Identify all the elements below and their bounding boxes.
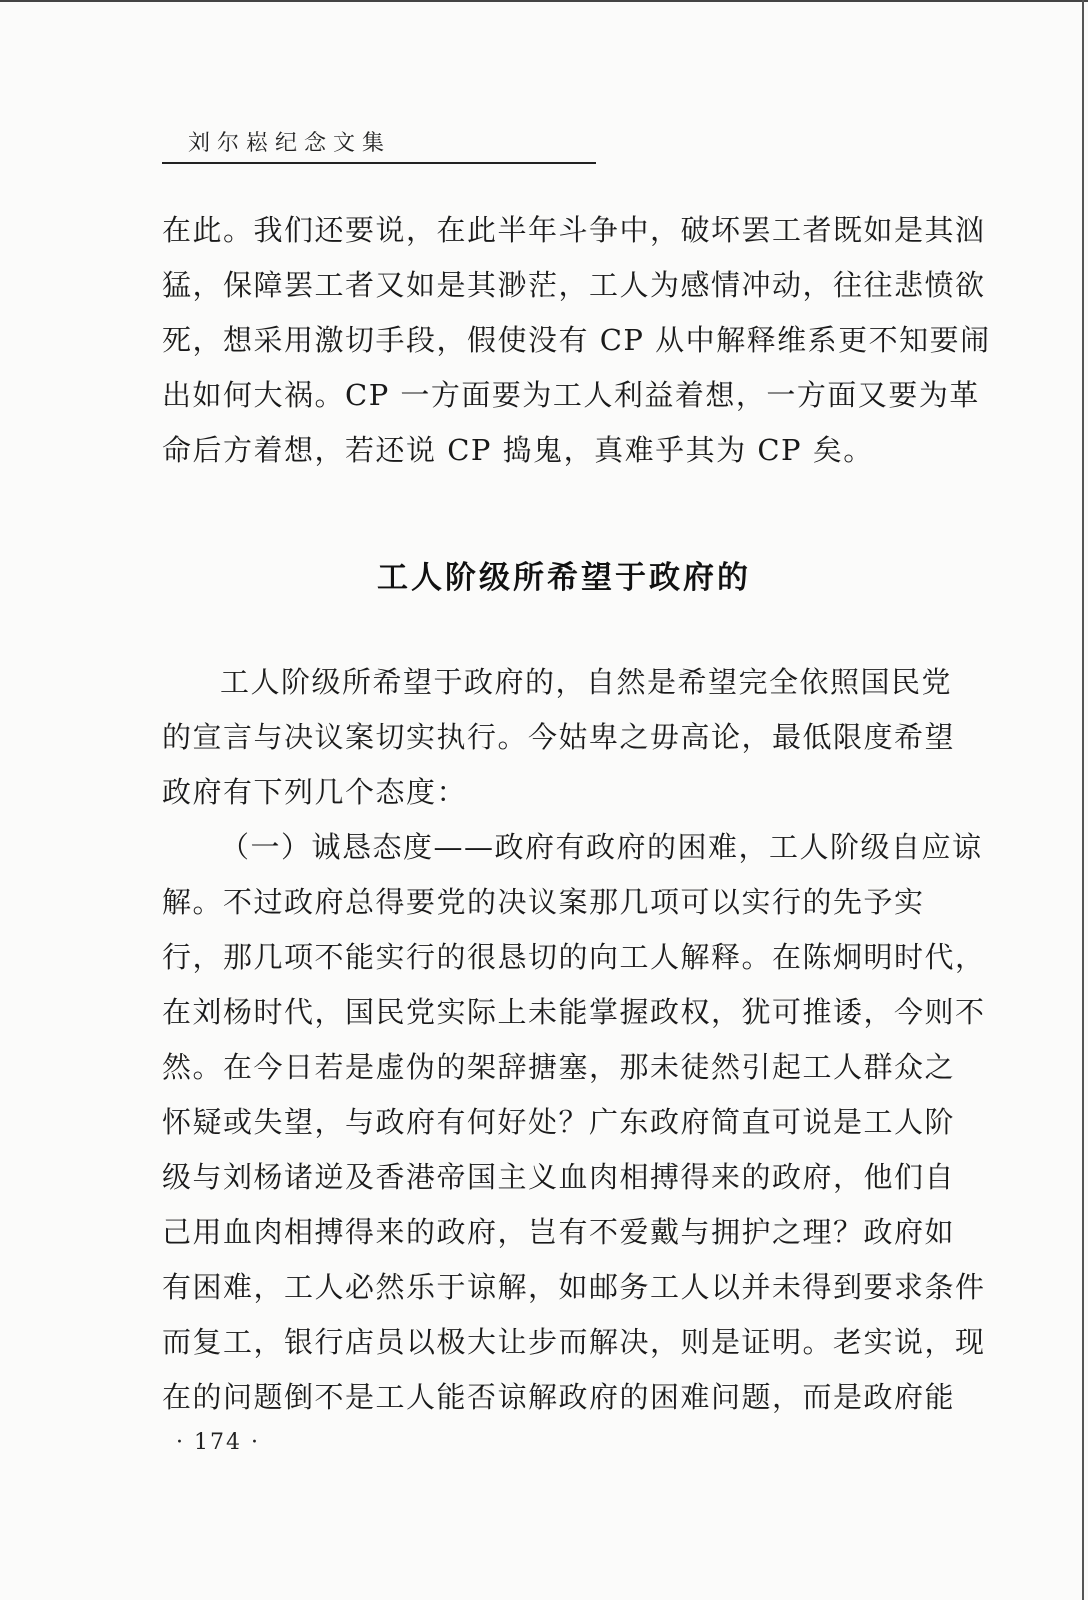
point-one-paragraph (162, 820, 986, 1425)
text-line: 命后方着想，若还说 CP 捣鬼，真难乎其为 CP 矣。 (162, 433, 874, 467)
text-line: 的宣言与决议案切实执行。今姑卑之毋高论，最低限度希望 (162, 720, 956, 754)
text-line: 己用血肉相搏得来的政府，岂有不爱戴与拥护之理？政府如 (162, 1215, 956, 1249)
intro-paragraph (162, 655, 962, 820)
text-line: 然。在今日若是虚伪的架辞搪塞，那未徒然引起工人群众之 (162, 1050, 956, 1084)
text-line: 怀疑或失望，与政府有何好处？广东政府简直可说是工人阶 (162, 1105, 956, 1139)
text-line: 死，想采用激切手段，假使没有 CP 从中解释维系更不知要闹 (162, 323, 991, 357)
text-line: 而复工，银行店员以极大让步而解决，则是证明。老实说，现 (162, 1325, 986, 1359)
header-rule (162, 162, 596, 164)
running-header-title: 刘尔崧纪念文集 (188, 131, 392, 156)
page-number: · 174 · (176, 1430, 260, 1455)
text-line: 猛，保障罢工者又如是其渺茫，工人为感情冲动，往往悲愤欲 (162, 268, 986, 302)
text-line: 政府有下列几个态度： (162, 775, 468, 809)
text-line: （一）诚恳态度——政府有政府的困难，工人阶级自应谅 (220, 830, 983, 864)
text-line: 在此。我们还要说，在此半年斗争中，破坏罢工者既如是其汹 (162, 213, 986, 247)
text-line: 出如何大祸。CP 一方面要为工人利益着想，一方面又要为革 (162, 378, 980, 412)
text-line: 在刘杨时代，国民党实际上未能掌握政权，犹可推诿，今则不 (162, 995, 986, 1029)
text-line: 有困难，工人必然乐于谅解，如邮务工人以并未得到要求条件 (162, 1270, 986, 1304)
section-heading: 工人阶级所希望于政府的 (377, 560, 751, 596)
page-edge-right (1082, 0, 1084, 1600)
text-line: 工人阶级所希望于政府的，自然是希望完全依照国民党 (220, 665, 953, 699)
text-line: 级与刘杨诸逆及香港帝国主义血肉相搏得来的政府，他们自 (162, 1160, 956, 1194)
text-line: 行，那几项不能实行的很恳切的向工人解释。在陈炯明时代， (162, 940, 986, 974)
text-line: 在的问题倒不是工人能否谅解政府的困难问题，而是政府能 (162, 1380, 956, 1414)
page-edge-top (0, 0, 1088, 2)
continuation-paragraph (162, 203, 991, 478)
text-line: 解。不过政府总得要党的决议案那几项可以实行的先予实 (162, 885, 925, 919)
